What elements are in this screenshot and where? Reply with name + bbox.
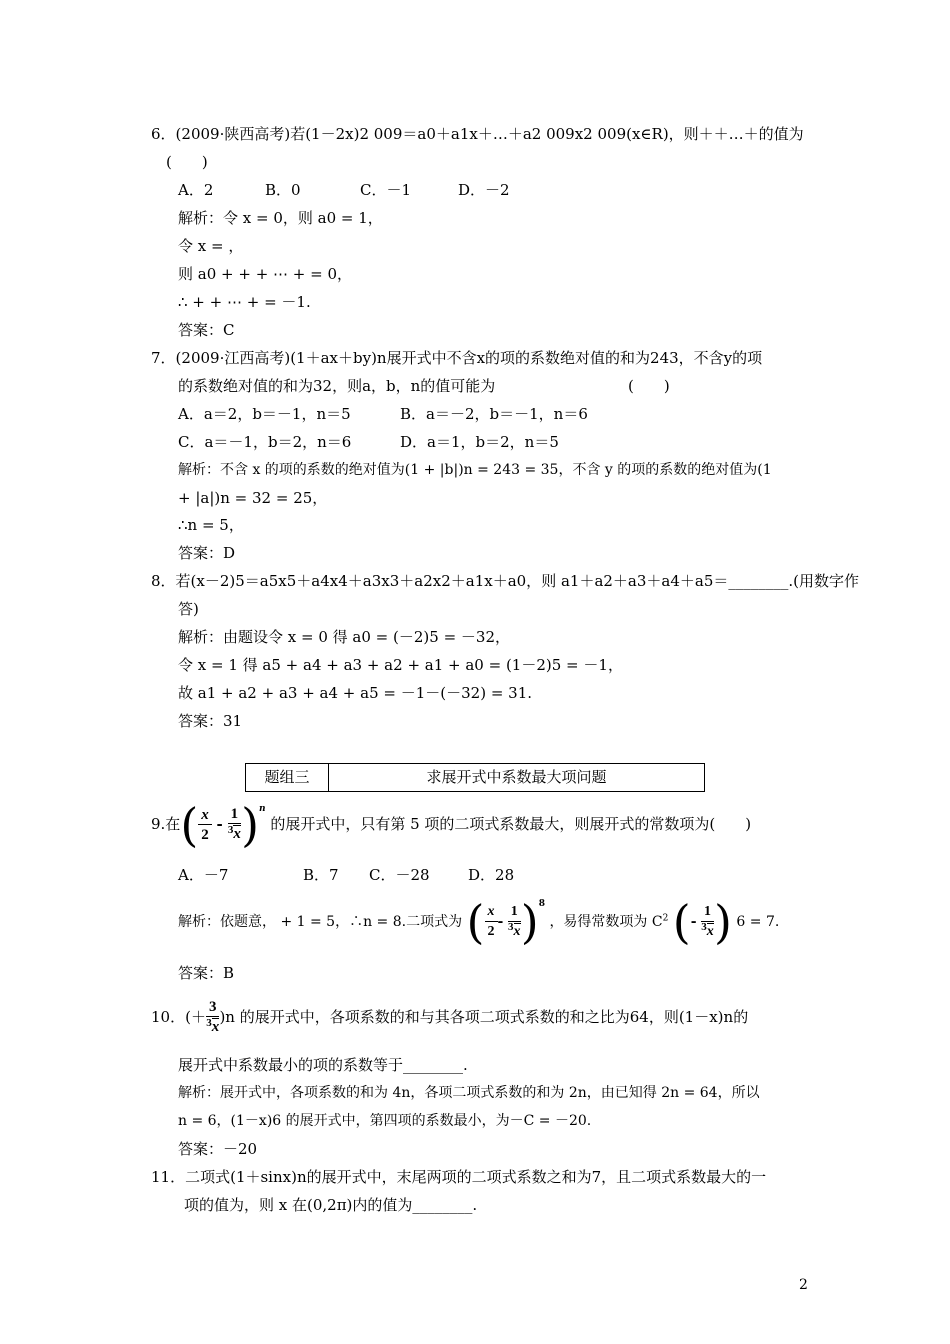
q9-stem: 的展开式中，只有第 5 项的二项式系数最大，则展开式的常数项为( ) (270, 815, 752, 833)
q7-option-d: D．a＝1，b＝2，n＝5 (400, 433, 559, 451)
q8-stem-line-1 (151, 571, 859, 591)
q6-solution-1: 解析：令 x = 0，则 a0 = 1， (178, 209, 383, 227)
q10-number: 10． (151, 1008, 186, 1026)
q8-answer: 答案：31 (178, 712, 243, 730)
q11-number: 11． (151, 1168, 186, 1186)
topic-group-label: 题组三 (246, 764, 329, 791)
q7-stem-line-2 (178, 376, 495, 396)
q9-answer: 答案：B (178, 964, 235, 982)
q9-solution-part-2: ，易得常数项为 C (549, 914, 663, 930)
q8-solution-2: 令 x = 1 得 a5 + a4 + a3 + a2 + a1 + a0 = (1－2)5 = －1， (178, 656, 623, 674)
q9-option-b: B．7 (303, 866, 339, 884)
q6-stem-line (151, 124, 804, 144)
q7-solution-2: + |a|)n = 32 = 25， (178, 489, 328, 507)
q9-number: 9.在 (151, 815, 181, 833)
q8-stem-2: 答) (178, 600, 199, 618)
q6-option-b: B．0 (265, 181, 301, 199)
q7-solution-3: ∴n = 5， (178, 516, 244, 534)
q6-solution-2: 令 x = ， (178, 237, 244, 255)
q9-solution: 解析：依题意， + 1 = 5，∴n = 8.二项式为 ( $\frac{x}{2}$ - $\frac{1}{^3x}$ )$^8$ ，易得常数项为 $C^2$ (- $\frac{1}{^3x}$ ) 6 = 7. (178, 895, 780, 949)
q8-number: 8． (151, 572, 176, 590)
q7-answer: 答案：D (178, 544, 236, 562)
q10-fraction: $\frac{3}{^3x}$ (206, 999, 220, 1035)
q7-stem-1: (1＋ax＋by)n展开式中不含x的项的系数绝对值的和为243，不含y的项 (290, 349, 763, 367)
q6-source: (2009·陕西高考) (175, 125, 291, 143)
q6-option-a: A．2 (178, 181, 214, 199)
q6-solution-3: 则 a0 + + + ⋯ + = 0， (178, 265, 353, 283)
q11-stem-line-1 (151, 1167, 766, 1187)
q10-stem-line-1: 10．(＋ $\frac{3}{^3x}$ )n 的展开式中，各项系数的和与其各项二项式系数的和之比为64，则(1－x)n的 (151, 994, 748, 1042)
q8-stem-1: 若(x－2)5＝a5x5＋a4x4＋a3x3＋a2x2＋a1x＋a0，则 a1＋a2＋a3＋a4＋a5＝________.(用数字作 (175, 572, 860, 590)
q9-solution-binomial: ( $\frac{x}{2}$ - $\frac{1}{^3x}$ )$^8$ (466, 895, 545, 949)
q9-option-c: C．－28 (369, 866, 430, 884)
q10-solution-1: 解析：展开式中，各项系数的和为 4n，各项二项式系数的和为 2n，由已知得 2n = 64，所以 (178, 1085, 760, 1101)
topic-group-table (245, 763, 705, 792)
q7-option-b: B．a＝－2，b＝－1，n＝6 (400, 405, 588, 423)
q11-stem-1: 二项式(1＋sinx)n的展开式中，末尾两项的二项式系数之和为7，且二项式系数最大的一 (185, 1168, 767, 1186)
q10-answer: 答案：－20 (178, 1140, 258, 1158)
q7-option-c: C．a＝－1，b＝2，n＝6 (178, 433, 352, 451)
q6-stem: 若(1－2x)2 009＝a0＋a1x＋…＋a2 009x2 009(x∈R)，则＋＋…＋的值为 (290, 125, 804, 143)
q6-solution-4: ∴ + + ⋯ + = －1. (178, 293, 311, 311)
q9-binomial-expression: ( $\frac{x}{2}$ - $\frac{1}{^3x}$ )$^n$ (180, 798, 266, 852)
q6-bracket: ( ) (166, 153, 208, 171)
q7-solution-1: 解析：不含 x 的项的系数的绝对值为(1 + |b|)n = 243 = 35，不含 y 的项的系数的绝对值为(1 (178, 462, 772, 478)
q9-stem-line (151, 800, 751, 850)
q7-bracket: ( ) (628, 377, 670, 395)
q6-option-c: C．－1 (360, 181, 412, 199)
q10-stem-2: 展开式中系数最小的项的系数等于________. (178, 1056, 468, 1074)
q9-solution-term: (- $\frac{1}{^3x}$ ) (672, 895, 732, 949)
q6-option-d: D．－2 (458, 181, 510, 199)
q7-source: (2009·江西高考) (175, 349, 291, 367)
q11-stem-2: 项的值为，则 x 在(0,2π)内的值为________. (184, 1196, 478, 1214)
q7-stem-line-1 (151, 348, 762, 368)
q8-solution-3: 故 a1 + a2 + a3 + a4 + a5 = －1－(－32) = 31. (178, 684, 533, 702)
q9-solution-part-3: 6 = 7. (736, 914, 780, 930)
q9-solution-part-1: 解析：依题意， + 1 = 5，∴n = 8.二项式为 (178, 914, 463, 930)
q6-number: 6． (151, 125, 176, 143)
topic-group-title: 求展开式中系数最大项问题 (426, 768, 607, 786)
q7-option-a: A．a＝2，b＝－1，n＝5 (178, 405, 351, 423)
q9-option-a: A．－7 (178, 866, 229, 884)
q6-answer: 答案：C (178, 321, 235, 339)
q7-number: 7． (151, 349, 176, 367)
page-number: 2 (799, 1277, 808, 1293)
q8-solution-1: 解析：由题设令 x = 0 得 a0 = (－2)5 = －32， (178, 628, 510, 646)
q7-stem-2: 的系数绝对值的和为32，则a，b，n的值可能为 (178, 377, 496, 395)
q10-stem-1: )n 的展开式中，各项系数的和与其各项二项式系数的和之比为64，则(1－x)n的 (219, 1008, 749, 1026)
q9-option-d: D．28 (468, 866, 515, 884)
q10-solution-2: n = 6，(1－x)6 的展开式中，第四项的系数最小，为－C = －20. (178, 1113, 592, 1129)
